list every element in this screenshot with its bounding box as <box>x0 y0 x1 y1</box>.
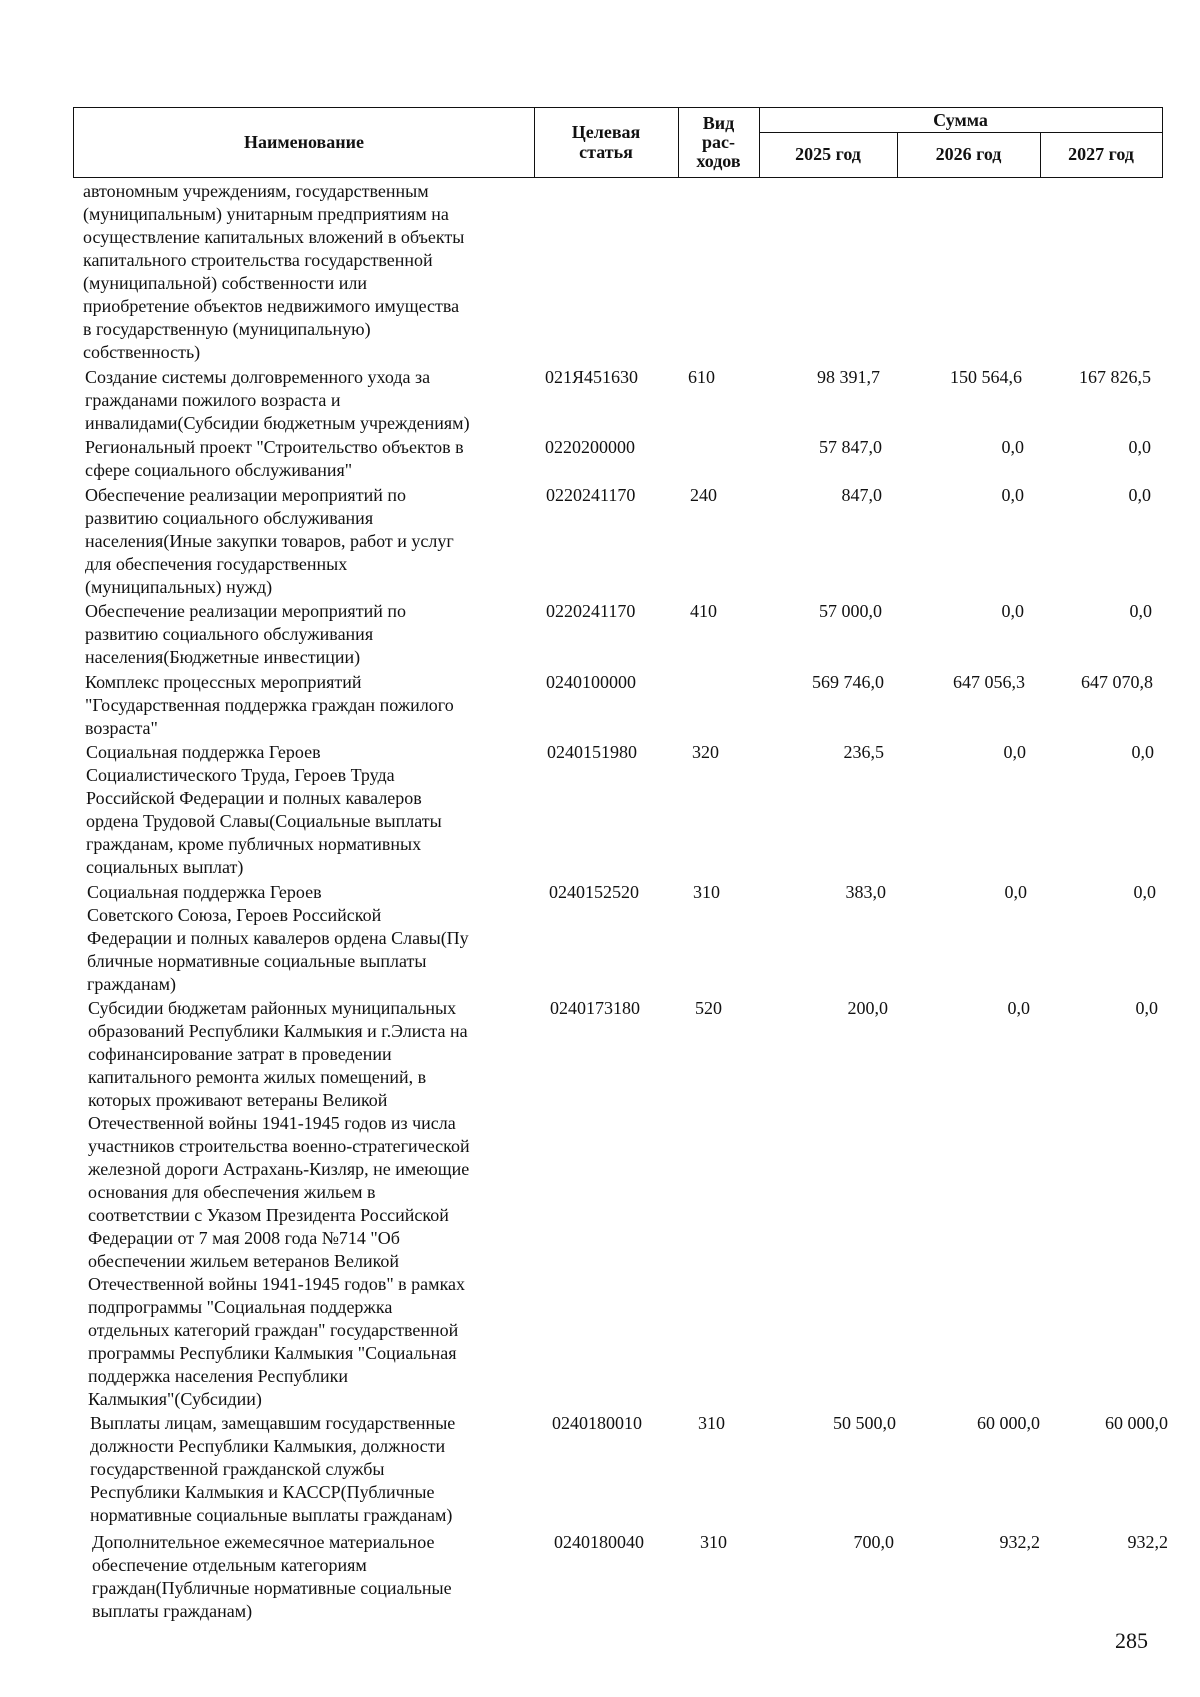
row-sum-2027: 0,0 <box>1131 742 1154 762</box>
row-name: Комплекс процессных мероприятий "Государственная поддержка граждан пожилого возраста" <box>85 672 454 738</box>
row-sum-2027: 0,0 <box>1128 437 1151 457</box>
row-name: Дополнительное ежемесячное материальное обеспечение отдельным категориям граждан(Публичные нормативные социальные выплаты гражданам) <box>92 1532 452 1621</box>
row-sum-2025: 700,0 <box>853 1532 894 1552</box>
table-header <box>73 107 1163 178</box>
header-year-2026: 2026 год <box>935 144 1002 164</box>
row-sum-2027: 647 070,8 <box>1081 672 1153 692</box>
row-name: Создание системы долговременного ухода за гражданами пожилого возраста и инвалидами(Субсидии бюджетным учреждениям) <box>85 367 470 433</box>
row-code: 0240152520 <box>549 882 639 902</box>
row-name: Социальная поддержка Героев Советского Союза, Героев Российской Федерации и полных кавалеров ордена Славы(Пу бличные нормативные социальные выплаты гражданам) <box>87 882 469 994</box>
row-vid: 410 <box>690 601 717 621</box>
row-vid: 310 <box>700 1532 727 1552</box>
row-vid: 310 <box>698 1413 725 1433</box>
row-vid: 310 <box>693 882 720 902</box>
row-sum-2027: 60 000,0 <box>1105 1413 1168 1433</box>
row-sum-2027: 0,0 <box>1128 485 1151 505</box>
header-code: Целевая статья <box>571 122 641 162</box>
row-sum-2025: 98 391,7 <box>817 367 880 387</box>
row-sum-2026: 647 056,3 <box>953 672 1025 692</box>
row-sum-2027: 167 826,5 <box>1079 367 1151 387</box>
row-sum-2025: 569 746,0 <box>812 672 884 692</box>
row-sum-2025: 236,5 <box>843 742 884 762</box>
header-year-2027: 2027 год <box>1068 144 1134 164</box>
row-code: 0220241170 <box>546 485 636 505</box>
row-code: 0220200000 <box>545 437 635 457</box>
header-sum: Сумма <box>933 110 988 130</box>
row-name: Социальная поддержка Героев Социалистического Труда, Героев Труда Российской Федерации и полных кавалеров ордена Трудовой Славы(Социальные выплаты гражданам, кроме публичных нормативных социальных выплат) <box>86 742 442 877</box>
row-vid: 240 <box>690 485 717 505</box>
row-sum-2025: 847,0 <box>841 485 882 505</box>
row-name: Субсидии бюджетам районных муниципальных образований Республики Калмыкия и г.Элиста на софинансирование затрат в проведении капитального ремонта жилых помещений, в которых проживают ветераны Великой Отечественной войны 1941-1945 годов из числа участников строительства военно-стратегической железной дороги Астрахань-Кизляр, не имеющие основания для обеспечения жильем в соответствии с Указом Президента Российской Федерации от 7 мая 2008 года №714 "Об обеспечении жильем ветеранов Великой Отечественной войны 1941-1945 годов" в рамках подпрограммы "Социальная поддержка отдельных категорий граждан" государственной программы Республики Калмыкия "Социальная поддержка населения Республики Калмыкия"(Субсидии) <box>88 998 470 1409</box>
row-code: 0220241170 <box>546 601 636 621</box>
row-sum-2026: 0,0 <box>1001 485 1024 505</box>
row-sum-2025: 200,0 <box>847 998 888 1018</box>
row-sum-2026: 150 564,6 <box>950 367 1022 387</box>
row-sum-2026: 0,0 <box>1004 882 1027 902</box>
row-code: 0240180040 <box>554 1532 644 1552</box>
header-vid: Вид рас- ходов <box>696 112 741 171</box>
page-number: 285 <box>1115 1628 1148 1653</box>
row-sum-2026: 0,0 <box>1001 437 1024 457</box>
row-sum-2026: 0,0 <box>1003 742 1026 762</box>
row-sum-2025: 50 500,0 <box>833 1413 896 1433</box>
row-code: 0240151980 <box>547 742 637 762</box>
row-sum-2027: 0,0 <box>1133 882 1156 902</box>
row-vid: 610 <box>688 367 715 387</box>
row-vid: 520 <box>695 998 722 1018</box>
row-sum-2025: 57 847,0 <box>819 437 882 457</box>
row-sum-2026: 0,0 <box>1007 998 1030 1018</box>
row-name: Обеспечение реализации мероприятий по развитию социального обслуживания населения(Бюджетные инвестиции) <box>85 601 406 667</box>
row-code: 0240173180 <box>550 998 640 1018</box>
row-name: Выплаты лицам, замещавшим государственные должности Республики Калмыкия, должности государственной гражданской службы Республики Калмыкия и КАССР(Публичные нормативные социальные выплаты гражданам) <box>90 1413 456 1525</box>
row-sum-2026: 60 000,0 <box>977 1413 1040 1433</box>
row-sum-2025: 383,0 <box>845 882 886 902</box>
header-year-2025: 2025 год <box>795 144 861 164</box>
row-sum-2026: 932,2 <box>999 1532 1040 1552</box>
row-sum-2027: 0,0 <box>1129 601 1152 621</box>
row-code: 021Я451630 <box>545 367 639 387</box>
row-name: Региональный проект "Строительство объектов в сфере социального обслуживания" <box>85 437 464 480</box>
row-sum-2026: 0,0 <box>1001 601 1024 621</box>
row-sum-2027: 0,0 <box>1135 998 1158 1018</box>
row-code: 0240180010 <box>552 1413 642 1433</box>
row-code: 0240100000 <box>546 672 636 692</box>
row-name: автономным учреждениям, государственным (муниципальным) унитарным предприятиям на осуществление капитальных вложений в объекты капитального строительства государственной (муниципальной) собственности или приобретение объектов недвижимого имущества в государственную (муниципальную) собственность) <box>83 181 465 362</box>
row-sum-2025: 57 000,0 <box>819 601 882 621</box>
row-name: Обеспечение реализации мероприятий по развитию социального обслуживания населения(Иные закупки товаров, работ и услуг для обеспечения государственных (муниципальных) нужд) <box>85 485 454 597</box>
row-sum-2027: 932,2 <box>1127 1532 1168 1552</box>
row-vid: 320 <box>692 742 719 762</box>
header-name: Наименование <box>244 132 364 152</box>
